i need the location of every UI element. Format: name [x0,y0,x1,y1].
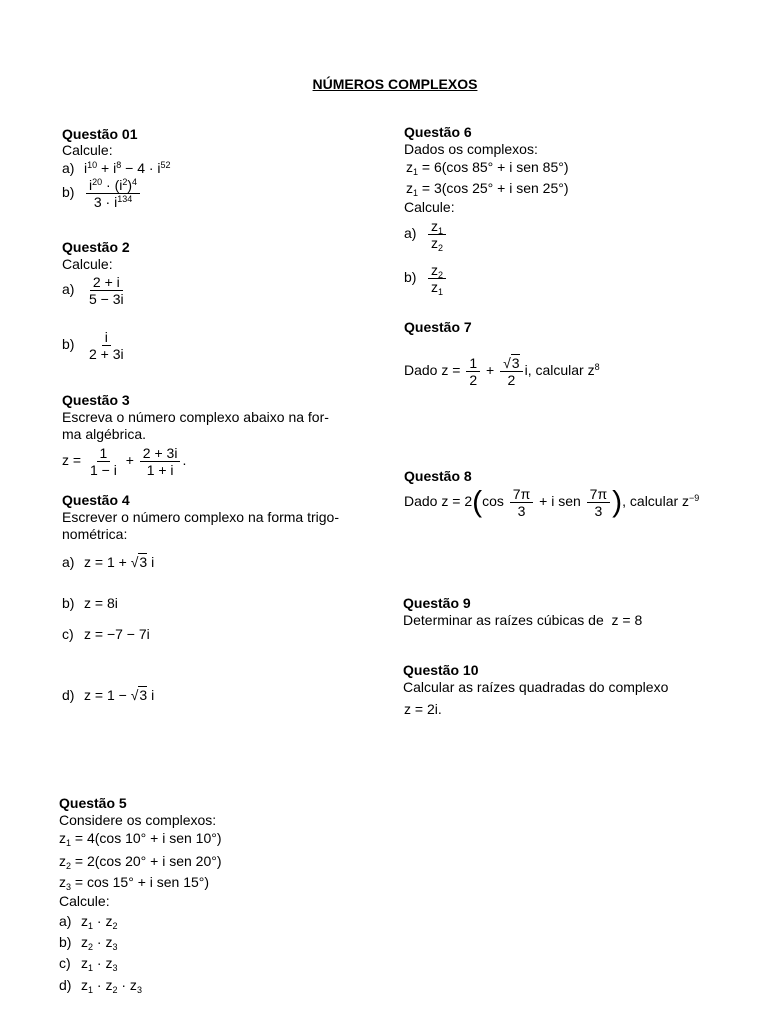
question-5-item-d: d) $z_1 \cdot z_2 \cdot z_3$ [59,977,142,995]
question-1-heading: Questão 01 [62,126,138,142]
question-7-heading: Questão 7 [404,319,472,335]
question-3-heading: Questão 3 [62,392,130,408]
question-4-item-b: b) z = 8i [62,595,118,611]
question-10-text: Calcular as raízes quadradas do complexo [403,679,669,695]
question-6-item-a: a) $\frac{z_1}{z_2}$ [404,218,448,251]
question-5-z2: $z_2 = 2(\cos$ 20° + i sen 20°) [59,853,222,871]
question-5-text: Considere os complexos: [59,812,217,828]
question-8-expression: Dado z = 2(cos $\frac{7\pi}{3}$ + i sen $\frac{7\pi}{3}$ ), calcular $z^{-9}$ [404,485,700,519]
question-3-expression: z = $\frac{1}{1 - i}$ + $\frac{2 + 3i}{1 + i}$ . [62,445,187,478]
question-10-expression: z = 2i. [404,701,442,717]
question-5-item-a: a) $z_1 \cdot z_2$ [59,913,118,931]
question-10-heading: Questão 10 [403,662,479,678]
question-5-z3: $z_3 = \cos 15^\circ + i$ sen 15°) [59,874,210,892]
question-1-item-b: b) $\frac{i^{20} \cdot (i^2)^4}{3 \cdot i^{134}}$ [62,177,142,210]
question-4-text-2: nométrica: [62,526,128,542]
question-1-item-a: a) $i^{10} + i^8 - 4 \cdot i^{52}$ [62,160,171,176]
question-6-item-b: b) $\frac{z_2}{z_1}$ [404,262,448,295]
question-6-text: Dados os complexos: [404,141,538,157]
question-5-z1: $z_1 = 4(\cos$ 10° + i sen 10°) [59,830,222,848]
question-9-heading: Questão 9 [403,595,471,611]
question-4-item-c: c) z = −7 − 7i [62,626,150,642]
question-5-calc: Calcule: [59,893,110,909]
question-7-expression: Dado z = $\frac{1}{2}$ + $\frac{√3}{2}$ i, calcular $z^8$ [404,355,600,388]
question-2-item-b: b) $\frac{i}{2 + 3i}$ [62,329,124,362]
question-5-item-b: b) $z_2 \cdot z_3$ [59,934,118,952]
question-2-heading: Questão 2 [62,239,130,255]
question-2-text: Calcule: [62,256,113,272]
question-6-calc: Calcule: [404,199,455,215]
page-title: NÚMEROS COMPLEXOS [312,76,478,92]
question-3-text-2: ma algébrica. [62,426,147,442]
question-4-item-a: a) z = 1 + √3 i [62,554,155,570]
question-5-item-c: c) $z_1 \cdot z_3$ [59,955,118,973]
question-9-text: Determinar as raízes cúbicas de z = 8 [403,612,643,628]
question-4-text-1: Escrever o número complexo na forma trigo- [62,509,339,525]
question-3-text-1: Escreva o número complexo abaixo na for- [62,409,329,425]
question-6-heading: Questão 6 [404,124,472,140]
question-4-item-d: d) z = 1 − √3 i [62,687,155,703]
question-2-item-a: a) $\frac{2 + i}{5 - 3i}$ [62,274,124,307]
question-6-z1-second: $z_1 = 3(\cos$ 25° + i sen 25°) [406,180,569,198]
question-6-z1: $z_1 = 6(\cos$ 85° + i sen 85°) [406,159,569,177]
question-5-heading: Questão 5 [59,795,127,811]
question-4-heading: Questão 4 [62,492,130,508]
question-1-text: Calcule: [62,142,113,158]
question-8-heading: Questão 8 [404,468,472,484]
